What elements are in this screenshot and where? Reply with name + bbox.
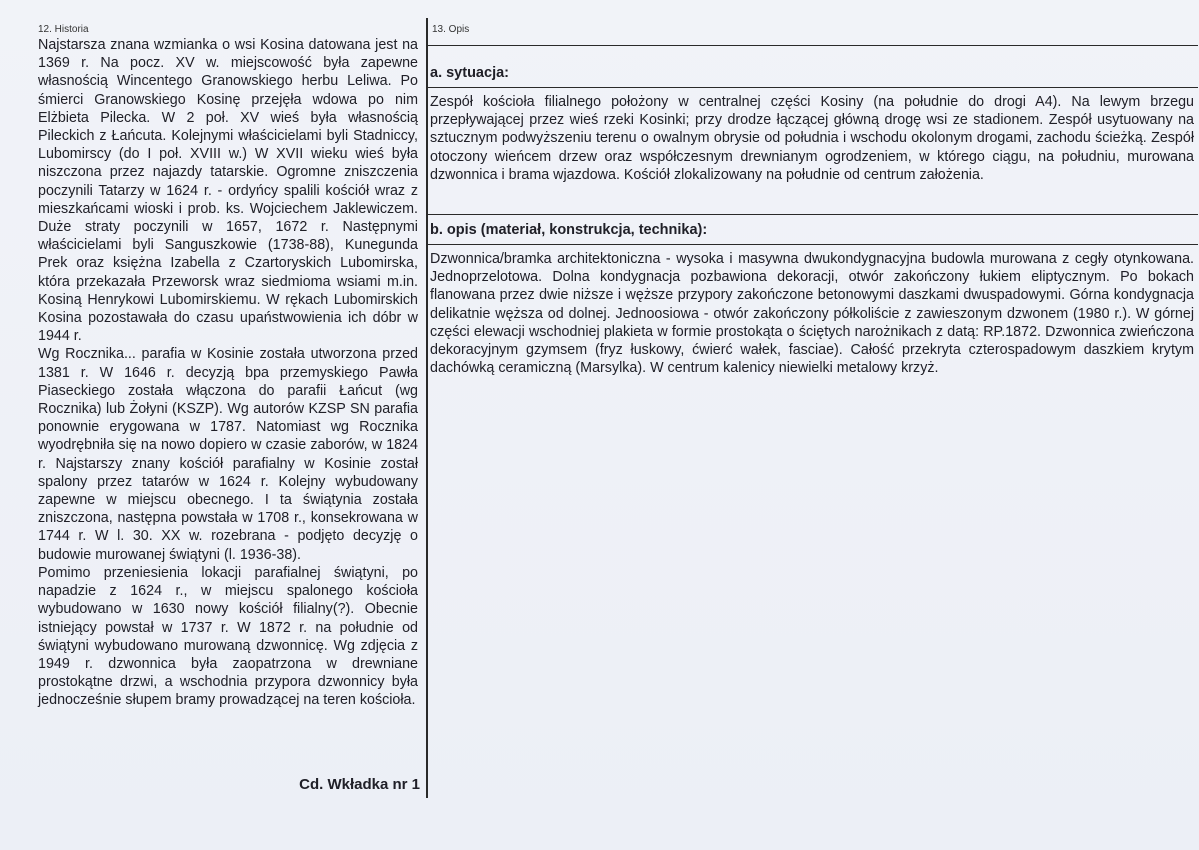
description-column [427,18,1194,798]
section-b-title: b. opis (materiał, konstrukcja, technika): [430,222,708,238]
section-a-text [430,93,1194,184]
history-paragraph: Wg Rocznika... parafia w Kosinie została utworzona przed 1381 r. W 1646 r. decyzją bpa przemyskiego Pawła Piaseckiego została włączona do parafii Łańcut (wg Rocznika) lub Żołyni (KSZP). Wg autorów KZSP SN parafia ponownie erygowana w 1787. Natomiast wg Rocznika wyodrębniła się na nowo dopiero w czasie zaborów, w 1824 r. Najstarszy znany kościół parafialny w Kosinie został spalony przez tatarów w 1624 r. Kolejny wybudowany zapewne w miejscu obecnego. I ta świątynia została zniszczona, następna powstała w 1708 r., konsekrowana w 1744 r. W l. 30. XX w. rozebrana - podjęto decyzję o budowie murowanej świątyni (l. 1936-38). [38,346,418,563]
section-divider [427,45,1198,46]
history-paragraph: Pomimo przeniesienia lokacji parafialnej świątyni, po napadzie z 1624 r., w miejscu spalonego kościoła wybudowano w 1630 nowy kościół filialny(?). Obecnie istniejący powstał w 1737 r. W 1872 r. na południe od świątyni wybudowano murowaną dzwonnicę. Wg zdjęcia z 1949 r. dzwonnica była zaopatrzona w drewniane prostokątne drzwi, a wschodnia przypora dzwonnicy była jednocześnie słupem bramy prowadzącej na teren kościoła. [38,564,418,709]
history-header: 12. Historia [38,24,89,35]
section-divider [427,87,1198,88]
description-header: 13. Opis [432,24,470,35]
section-b-text [430,250,1194,377]
history-paragraph: Najstarsza znana wzmianka o wsi Kosina datowana jest na 1369 r. Na pocz. XV w. miejscowość była zapewne własnością Wincentego Granowskiego herbu Leliwa. Po śmierci Granowskiego Kosinę przejęła wdowa po nim Elżbieta Pilecka. W 2 poł. XV wieś była własnością Pileckich z Łańcuta. Kolejnymi właścicielami byli Stadniccy, Lubomirscy (do I poł. XVIII w.) W XVII wieku wieś była niszczona przez najazdy tatarskie. Ogromne zniszczenia poczynili Tatarzy w 1624 r. - ordyńcy spalili kościół wraz z mieszkańcami wioski i prob. ks. Wojciechem Jaklewiczem. Duże straty poczynili w 1657, 1672 r. Następnymi właścicielami byli Sanguszkowie (1738-88), Kunegunda Prek oraz księżna Izabella z Czartoryskich Lubomirska, która przekazała Przeworsk wraz siedmioma wsiami m.in. Kosiną Henrykowi Lubomirskiemu. W rękach Lubomirskich Kosina pozostawała do czasu upaństwowienia ich dóbr w 1944 r. [38,37,418,345]
history-column [30,18,428,798]
section-divider [427,244,1198,245]
section-b-paragraph: Dzwonnica/bramka architektoniczna - wysoka i masywna dwukondygnacyjna budowla murowana z cegły otynkowana. Jednoprzelotowa. Dolna kondygnacja pozbawiona dekoracji, otwór zakończony łukiem eliptycznym. Po bokach flanowana przez dwie niższe i węższe przypory zakończone betonowymi daszkami dwuspadowymi. Górna kondygnacja delikatnie węższa od dolnej. Jednoosiowa - otwór zakończony półkoliście z zawieszonym dzwonem (1980 r.). W górnej części elewacji wschodniej plakieta w formie prostokąta o ściętych narożnikach z datą: RP.1872. Dzwonnica zwieńczona dekoracyjnym gzymsem (fryz łuskowy, ćwierć wałek, fasciae). Całość przekryta czterospadowym daszkiem krytym dachówką ceramiczną (Marsylka). W centrum kalenicy niewielki metalowy krzyż. [430,251,1194,377]
continuation-note: Cd. Wkładka nr 1 [299,776,420,793]
section-a-paragraph: Zespół kościoła filialnego położony w centralnej części Kosiny (na południe do drogi A4). Na lewym brzegu przepływającej przez wieś rzeki Kosinki; przy drodze łączącej główną drogę wsi ze stadionem. Zespół usytuowany na sztucznym podwyższeniu terenu o owalnym obrysie od południa i wschodu okolonym drogami, zachodu ścieżką. Zespół otoczony wieńcem drzew oraz współczesnym drewnianym ogrodzeniem, w którego ciągu, na południu, murowana dzwonnica i brama wjazdowa. Kościół zlokalizowany na południe od centrum założenia. [430,94,1194,183]
history-text [38,36,418,710]
section-a-title: a. sytuacja: [430,65,509,81]
section-divider [427,214,1198,215]
